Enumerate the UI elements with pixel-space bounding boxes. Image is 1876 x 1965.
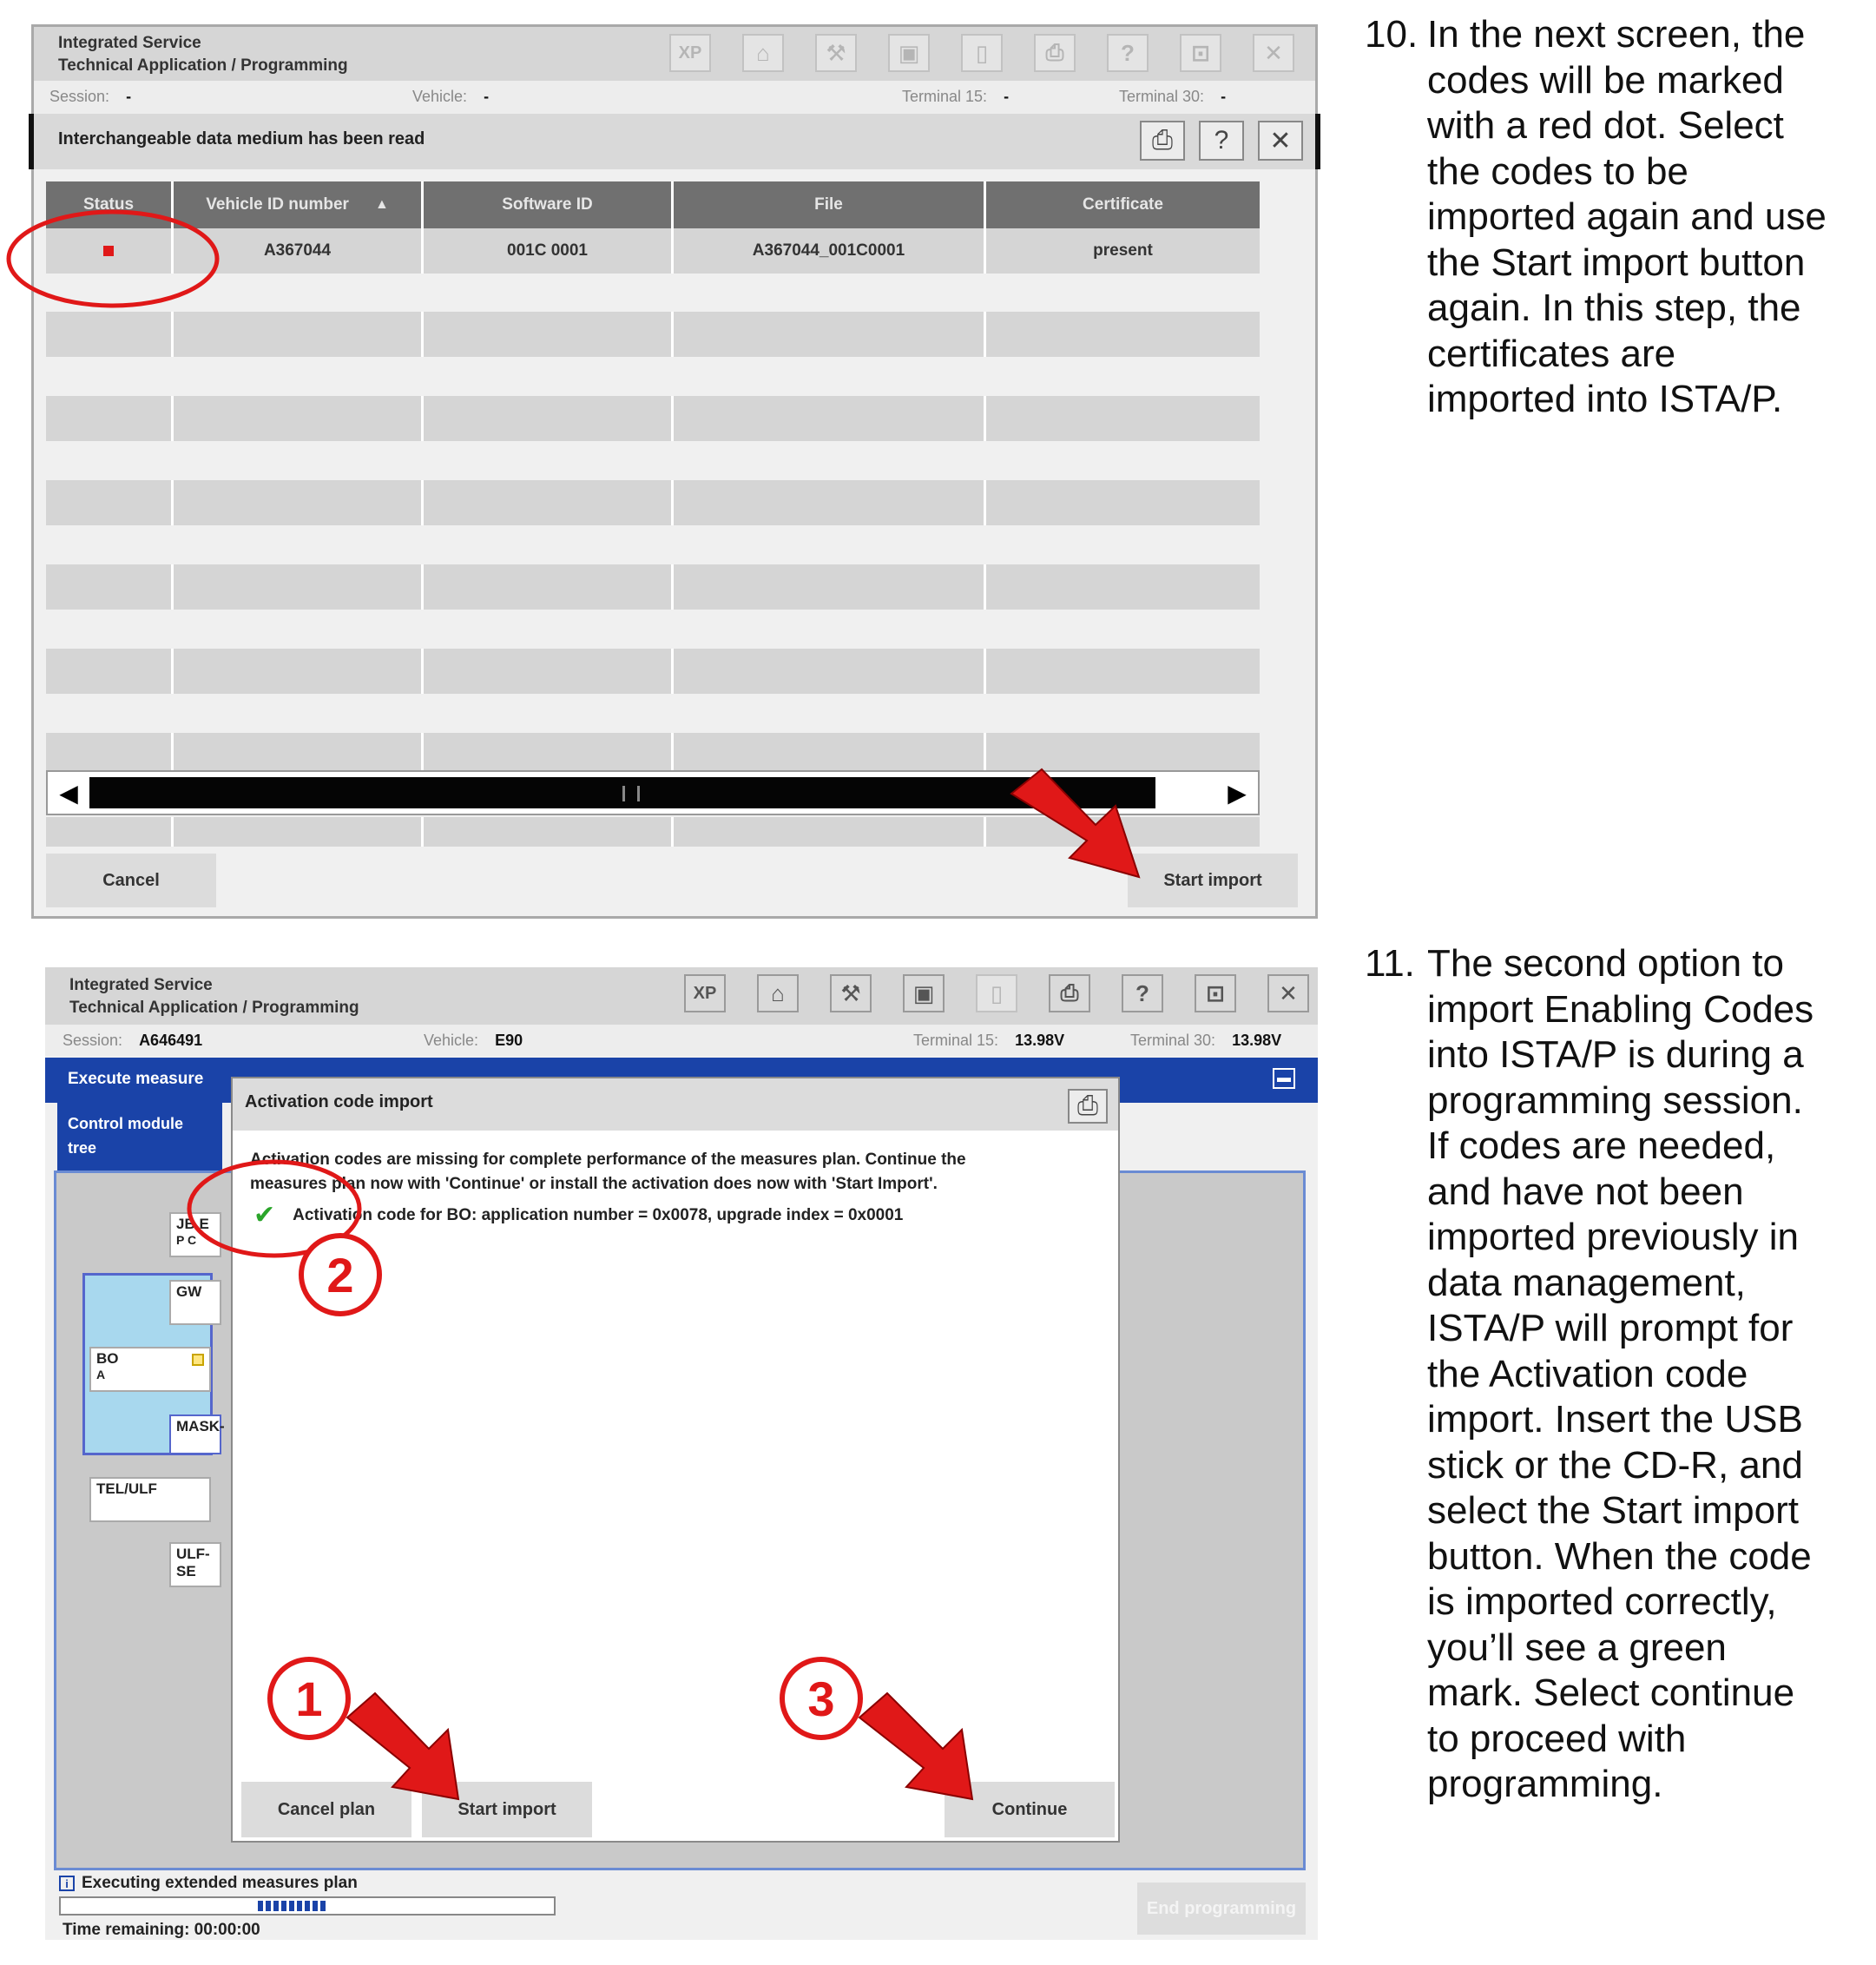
tree-node-jbe[interactable]: JB E P C: [169, 1212, 221, 1257]
instruction-line: data management,: [1427, 1261, 1746, 1304]
battery-icon[interactable]: ▯: [961, 34, 1003, 72]
continue-button[interactable]: Continue: [945, 1782, 1115, 1837]
wrench-icon[interactable]: ⚒: [815, 34, 857, 72]
status-line: i Executing extended measures plan: [59, 1874, 358, 1893]
instruction-line: imported previously in: [1427, 1216, 1799, 1258]
check-icon: ✔: [253, 1201, 276, 1230]
software-id-cell[interactable]: 001C 0001: [424, 228, 674, 274]
home-icon[interactable]: ⌂: [742, 34, 784, 72]
instruction-line: certificates are: [1427, 332, 1676, 375]
arrow-to-continue: [859, 1693, 972, 1799]
module-icon[interactable]: ▣: [888, 34, 930, 72]
instruction-line: the Start import button: [1427, 241, 1806, 284]
instruction-line: In the next screen, the: [1427, 13, 1806, 56]
tree-node-gw[interactable]: GW: [169, 1280, 221, 1325]
printer-icon[interactable]: ⎙: [1049, 974, 1090, 1012]
instruction-line: imported into ISTA/P.: [1427, 378, 1783, 420]
step-text: [1427, 941, 1876, 1808]
column-file[interactable]: File: [674, 181, 986, 228]
instruction-line: programming.: [1427, 1763, 1663, 1805]
instruction-line: import. Insert the USB: [1427, 1398, 1803, 1441]
instruction-step-11: [1365, 941, 1868, 1818]
callout-2: 2: [299, 1233, 382, 1316]
instruction-line: is imported correctly,: [1427, 1580, 1777, 1623]
terminal30-info: Terminal 30: -: [1119, 88, 1227, 105]
help-icon[interactable]: ?: [1107, 34, 1149, 72]
instruction-line: The second option to: [1427, 942, 1784, 985]
terminal15-info: Terminal 15: -: [902, 88, 1010, 105]
instruction-line: the codes to be: [1427, 149, 1688, 193]
instruction-line: select the Start import: [1427, 1489, 1799, 1532]
callout-3: 3: [780, 1657, 863, 1740]
tree-node-ulf-se[interactable]: ULF-SE: [169, 1542, 221, 1587]
terminal15-info: Terminal 15: 13.98V: [913, 1032, 1065, 1049]
end-programming-button[interactable]: End programming: [1137, 1883, 1306, 1935]
activation-item[interactable]: ✔ Activation code for BO: application number = 0x0078, upgrade index = 0x0001: [253, 1201, 904, 1230]
dialog-message: Activation codes are missing for complete performance of the measures plan. Continue the measures plan now with 'Continue' or install the activation does now with 'Start Import'.: [250, 1151, 966, 1193]
instruction-line: import Enabling Codes: [1427, 987, 1814, 1031]
instruction-line: you’ll see a green: [1427, 1625, 1727, 1669]
arrow-to-start-import-2: [347, 1693, 458, 1799]
minimize-icon[interactable]: ⊡: [1195, 974, 1236, 1012]
scroll-right-icon[interactable]: ▶: [1228, 779, 1247, 807]
home-icon[interactable]: ⌂: [757, 974, 799, 1012]
instruction-line: programming session.: [1427, 1078, 1803, 1122]
printer-icon[interactable]: ⎙: [1068, 1089, 1108, 1124]
help-icon[interactable]: ?: [1122, 974, 1163, 1012]
instruction-line: If codes are needed,: [1427, 1124, 1776, 1167]
certificate-cell[interactable]: present: [986, 228, 1260, 274]
session-info: Session: -: [49, 88, 132, 105]
close-icon[interactable]: ✕: [1253, 34, 1294, 72]
close-icon[interactable]: ✕: [1267, 974, 1309, 1012]
vehicle-info: Vehicle: -: [412, 88, 490, 105]
callout-1: 1: [267, 1657, 351, 1740]
instruction-line: the Activation code: [1427, 1352, 1748, 1395]
tree-node-mask[interactable]: MASK-: [169, 1414, 221, 1454]
instruction-line: mark. Select continue: [1427, 1672, 1795, 1714]
dialog-title: Activation code import: [245, 1092, 433, 1111]
column-software-id[interactable]: Software ID: [424, 181, 674, 228]
instruction-line: codes will be marked: [1427, 58, 1784, 102]
app-title: Integrated Service Technical Application / Programming: [69, 976, 359, 1017]
vehicle-info: Vehicle: E90: [424, 1032, 523, 1049]
column-certificate[interactable]: Certificate: [986, 181, 1260, 228]
column-vehicle-id[interactable]: Vehicle ID number ▲: [174, 181, 424, 228]
vehicle-id-cell[interactable]: A367044: [174, 228, 424, 274]
instruction-line: stick or the CD-R, and: [1427, 1443, 1803, 1487]
tree-node-bo[interactable]: BO A: [89, 1347, 211, 1392]
instruction-line: to proceed with: [1427, 1717, 1687, 1760]
printer-icon[interactable]: ⎙: [1034, 34, 1076, 72]
session-info: Session: A646491: [63, 1032, 203, 1049]
scroll-left-icon[interactable]: ◀: [59, 779, 78, 807]
wrench-icon[interactable]: ⚒: [830, 974, 872, 1012]
xp-icon[interactable]: XP: [669, 34, 711, 72]
module-icon[interactable]: ▣: [903, 974, 945, 1012]
terminal30-info: Terminal 30: 13.98V: [1130, 1032, 1282, 1049]
arrow-to-start-import: [1011, 769, 1139, 877]
help-icon[interactable]: ?: [1199, 121, 1244, 161]
step-number: 11.: [1365, 942, 1415, 985]
instruction-line: imported again and use: [1427, 195, 1827, 238]
info-icon: i: [59, 1876, 75, 1891]
close-icon[interactable]: ✕: [1258, 121, 1303, 161]
instruction-step-10: [1365, 12, 1868, 429]
instruction-line: again. In this step, the: [1427, 287, 1801, 329]
file-cell[interactable]: A367044_001C0001: [674, 228, 986, 274]
instruction-line: with a red dot. Select: [1427, 104, 1784, 147]
step-text: [1427, 12, 1876, 423]
minimize-icon[interactable]: ⊡: [1180, 34, 1221, 72]
tree-node-tel-ulf[interactable]: TEL/ULF: [89, 1477, 211, 1522]
cancel-plan-button[interactable]: Cancel plan: [241, 1782, 411, 1837]
time-remaining: Time remaining: 00:00:00: [63, 1921, 260, 1939]
highlight-ellipse-status: [9, 212, 217, 306]
column-status[interactable]: Status: [46, 181, 174, 228]
instruction-line: and have not been: [1427, 1170, 1744, 1213]
cancel-button[interactable]: Cancel: [46, 854, 216, 907]
xp-icon[interactable]: XP: [684, 974, 726, 1012]
instruction-line: ISTA/P will prompt for: [1427, 1307, 1794, 1349]
printer-icon[interactable]: ⎙: [1140, 121, 1185, 161]
start-import-button[interactable]: Start import: [1128, 854, 1298, 907]
step-number: 10.: [1365, 13, 1419, 56]
battery-icon[interactable]: ▯: [976, 974, 1017, 1012]
app-title: Integrated Service Technical Application / Programming: [58, 34, 348, 75]
tab-execute-measures[interactable]: Execute measure: [68, 1070, 204, 1088]
dialog-title: Interchangeable data medium has been read: [58, 129, 425, 148]
instruction-line: button. When the code: [1427, 1534, 1812, 1578]
tab-control-module-tree[interactable]: Control module tree: [57, 1103, 222, 1170]
collapse-icon[interactable]: ▬: [1273, 1068, 1295, 1089]
start-import-button[interactable]: Start import: [422, 1782, 592, 1837]
instruction-line: into ISTA/P is during a: [1427, 1033, 1804, 1076]
